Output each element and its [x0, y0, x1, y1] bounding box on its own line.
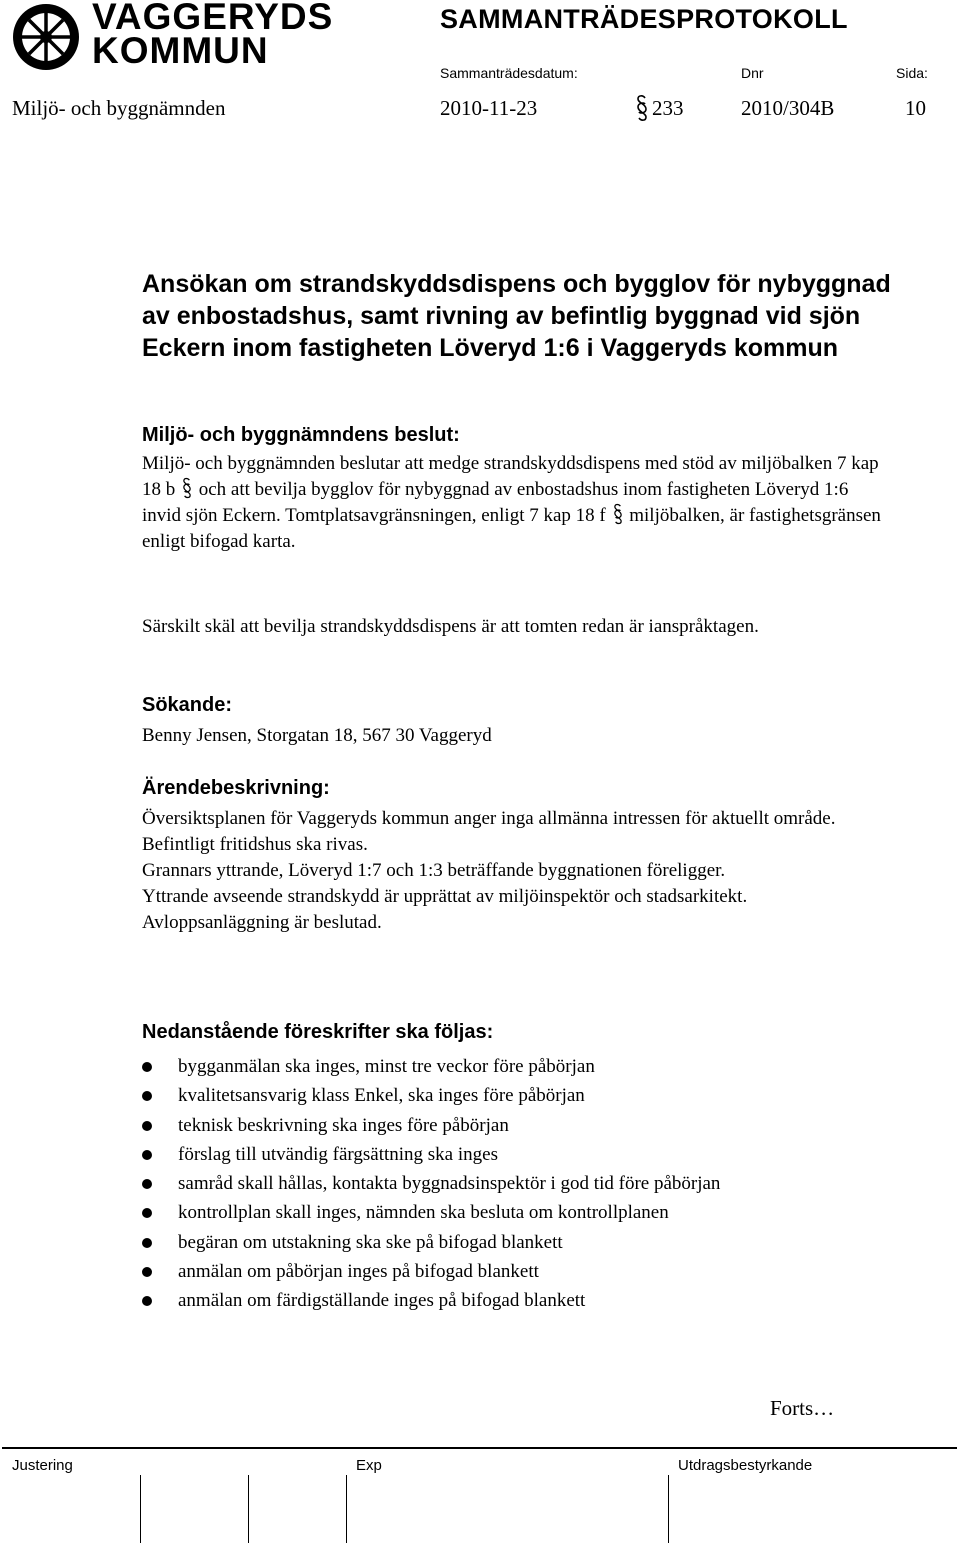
- list-item: begäran om utstakning ska ske på bifogad blankett: [142, 1228, 720, 1257]
- case-line: Grannars yttrande, Löveryd 1:7 och 1:3 beträffande byggnationen föreligger.: [142, 860, 726, 881]
- section-sign-icon: [636, 94, 648, 122]
- case-description-heading: Ärendebeskrivning:: [142, 777, 330, 799]
- list-item: anmälan om färdigställande inges på bifogad blankett: [142, 1286, 720, 1315]
- logo-wordmark-line1: VAGGERYDS: [92, 0, 334, 37]
- special-reason: Särskilt skäl att bevilja strandskyddsdispens är att tomten redan är ianspråktagen.: [142, 616, 759, 637]
- decision-text-part3: miljöbalken, är fastighetsgränsen enligt bifogad karta.: [142, 505, 881, 552]
- list-item: teknisk beskrivning ska inges före påbörjan: [142, 1111, 720, 1140]
- page-number: 10: [905, 96, 926, 120]
- list-item: kvalitetsansvarig klass Enkel, ska inges före påbörjan: [142, 1081, 720, 1110]
- continued-note: Forts…: [770, 1396, 835, 1420]
- requirements-heading: Nedanstående föreskrifter ska följas:: [142, 1021, 494, 1043]
- decision-heading: Miljö- och byggnämndens beslut:: [142, 424, 460, 446]
- applicant-text: Benny Jensen, Storgatan 18, 567 30 Vaggeryd: [142, 725, 492, 746]
- special-reason-text: [142, 614, 882, 640]
- decision-text: [142, 451, 882, 555]
- page-label: Sida:: [896, 65, 928, 81]
- logo-wheel-icon: [13, 4, 79, 70]
- dnr-value: 2010/304B: [741, 96, 835, 120]
- applicant-heading: Sökande:: [142, 694, 233, 716]
- case-line: Avloppsanläggning är beslutad.: [142, 912, 382, 933]
- list-item: kontrollplan skall inges, nämnden ska besluta om kontrollplanen: [142, 1198, 720, 1227]
- extract-label: Utdragsbestyrkande: [678, 1457, 813, 1474]
- decision-text-part1: Miljö- och byggnämnden beslutar att medge strandskyddsdispens med stöd av miljöbalken 7 kap 18 b: [142, 453, 879, 500]
- case-line: Översiktsplanen för Vaggeryds kommun anger inga allmänna intressen för aktuellt område. Befintligt fritidshus ska rivas.: [142, 808, 836, 855]
- signature-divider: [346, 1475, 347, 1543]
- requirements-list: [142, 1052, 720, 1316]
- signature-divider: [140, 1475, 141, 1543]
- section-sign-icon: [182, 477, 192, 499]
- committee-name: Miljö- och byggnämnden: [12, 96, 226, 120]
- section-sign-icon: [613, 503, 623, 525]
- footer-divider: [2, 1447, 957, 1449]
- document-title: SAMMANTRÄDESPROTOKOLL: [440, 4, 848, 34]
- signature-divider: [248, 1475, 249, 1543]
- justering-label: Justering: [12, 1457, 73, 1474]
- paragraph-number: 233: [652, 96, 684, 120]
- case-heading: Ansökan om strandskyddsdispens och bygglov för nybyggnad av enbostadshus, samt rivning av befintlig byggnad vid sjön Eckern inom fastigheten Löveryd 1:6 i Vaggeryds kommun: [142, 270, 891, 362]
- list-item: förslag till utvändig färgsättning ska inges: [142, 1140, 720, 1169]
- meeting-date: 2010-11-23: [440, 96, 538, 120]
- logo-wordmark-line2: KOMMUN: [92, 30, 269, 71]
- case-line: Yttrande avseende strandskydd är upprättat av miljöinspektör och stadsarkitekt.: [142, 886, 748, 907]
- case-description: [142, 806, 882, 936]
- list-item: samråd skall hållas, kontakta byggnadsinspektör i god tid före påbörjan: [142, 1169, 720, 1198]
- dnr-label: Dnr: [741, 65, 764, 81]
- logo-wordmark: [92, 0, 334, 71]
- meeting-date-label: Sammanträdesdatum:: [440, 65, 578, 81]
- list-item: anmälan om påbörjan inges på bifogad blankett: [142, 1257, 720, 1286]
- exp-label: Exp: [356, 1457, 382, 1474]
- decision-text-part2: och att bevilja bygglov för nybyggnad av enbostadshus inom fastigheten Löveryd 1:6 invid sjön Eckern. Tomtplatsavgränsningen, enligt 7 kap 18 f: [142, 479, 849, 526]
- list-item: bygganmälan ska inges, minst tre veckor före påbörjan: [142, 1052, 720, 1081]
- signature-divider: [668, 1475, 669, 1543]
